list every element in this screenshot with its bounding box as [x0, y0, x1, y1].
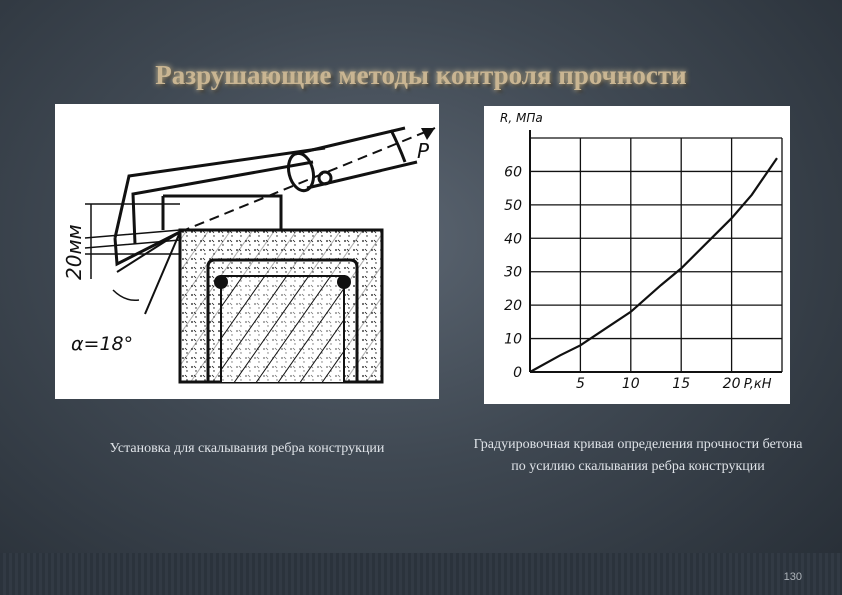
y-tick-label: 20 — [504, 298, 522, 315]
concrete-member — [180, 230, 382, 382]
right-figure-caption: Градуировочная кривая определения прочности бетона по усилию скалывания ребра конструкции — [473, 437, 803, 474]
dimension-label: 20мм — [62, 224, 86, 280]
y-axis-label: R, МПа — [500, 111, 543, 125]
angle-label: α=18° — [71, 333, 134, 355]
calibration-chart-figure — [484, 106, 790, 404]
page-number: 130 — [783, 571, 802, 583]
chipping-setup-drawing — [55, 104, 439, 399]
y-tick-label: 30 — [504, 264, 522, 281]
footer-band — [0, 553, 842, 595]
x-tick-labels — [576, 376, 741, 392]
dimension-lines — [85, 204, 180, 314]
left-figure-caption: Установка для скалывания ребра конструкции — [109, 441, 385, 456]
y-tick-label: 60 — [504, 164, 522, 181]
chart-grid — [530, 138, 782, 372]
calibration-chart — [484, 106, 790, 404]
chart-axes — [530, 130, 782, 372]
slide-title: Разрушающие методы контроля прочности — [155, 60, 687, 90]
y-tick-label: 10 — [504, 331, 522, 348]
angle-arc — [113, 290, 139, 300]
x-axis-label: P,кН — [743, 377, 772, 392]
y-tick-label: 0 — [513, 365, 522, 381]
force-label: P — [417, 139, 430, 163]
calibration-curve — [530, 158, 777, 372]
y-tick-label: 40 — [504, 231, 522, 248]
y-tick-label: 50 — [504, 197, 522, 214]
x-tick-label: 15 — [672, 376, 691, 392]
x-tick-label: 5 — [575, 376, 585, 392]
chipping-setup-figure — [55, 104, 439, 399]
y-tick-labels — [504, 164, 522, 381]
x-tick-label: 10 — [621, 376, 640, 392]
x-tick-label: 20 — [722, 376, 741, 392]
